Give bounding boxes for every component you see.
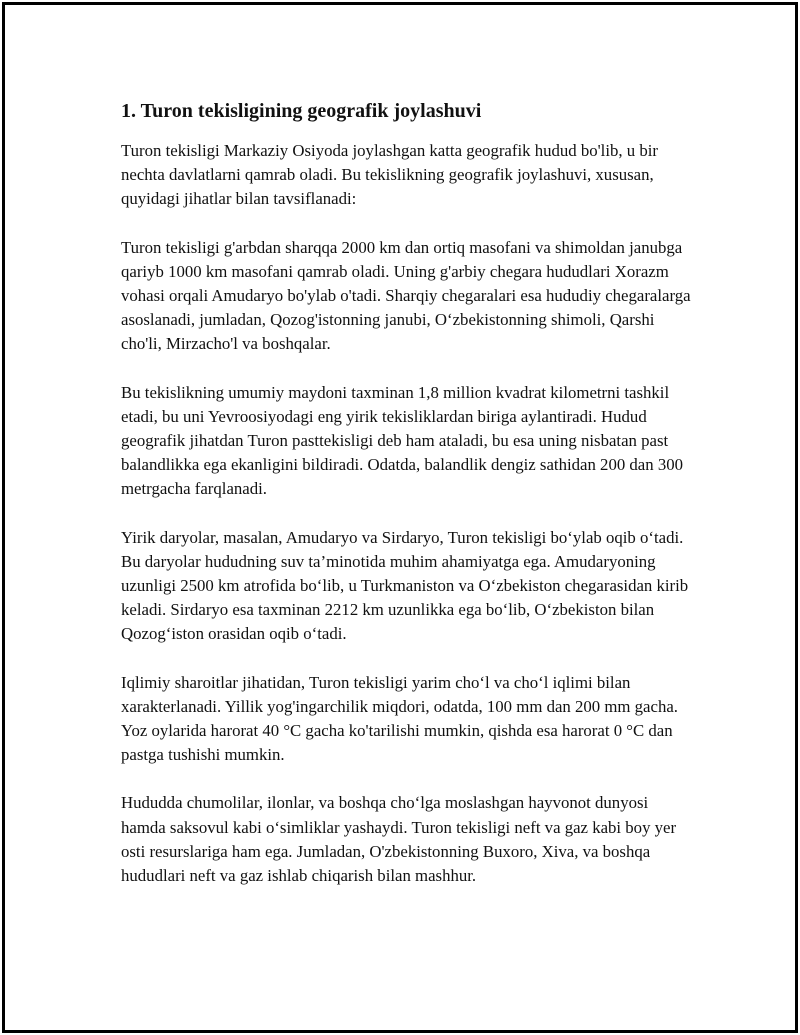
- section-heading: 1. Turon tekisligining geografik joylashuvi: [121, 100, 482, 122]
- paragraph-fauna-resources: Hududda chumolilar, ilonlar, va boshqa cho‘lga moslashgan hayvonot dunyosi hamda saksovul kabi o‘simliklar yashaydi. Turon tekisligi neft va gaz kabi boy yer osti resurslariga ham ega. Jumladan, O'zbekistonning Buxoro, Xiva, va boshqa hududlari neft va gaz ishlab chiqarish bilan mashhur.: [121, 793, 677, 886]
- document-body: [121, 97, 691, 912]
- paragraph-area: Bu tekislikning umumiy maydoni taxminan 1,8 million kvadrat kilometrni tashkil etadi, bu uni Yevroosiyodagi eng yirik tekisliklardan biriga aylantiradi. Hudud geografik jihatdan Turon pasttekisligi deb ham ataladi, bu esa uning nisbatan past balandlikka ega ekanligini bildiradi. Odatda, balandlik dengiz sathidan 200 dan 300 metrgacha farqlanadi.: [121, 382, 684, 499]
- paragraph-extent: Turon tekisligi g'arbdan sharqqa 2000 km dan ortiq masofani va shimoldan janubga qariyb 1000 km masofani qamrab oladi. Uning g'arbiy chegara hududlari Xorazm vohasi orqali Amudaryo bo'ylab o'tadi. Sharqiy chegaralari esa hududiy chegaralarga asoslanadi, jumladan, Qozog'istonning janubi, O‘zbekistonning shimoli, Qarshi cho'li, Mirzacho'l va boshqalar.: [121, 237, 691, 354]
- paragraph-climate: Iqlimiy sharoitlar jihatidan, Turon tekisligi yarim cho‘l va cho‘l iqlimi bilan xarakterlanadi. Yillik yog'ingarchilik miqdori, odatda, 100 mm dan 200 mm gacha. Yoz oylarida harorat 40 °C gacha ko'tarilishi mumkin, qishda esa harorat 0 °C dan pastga tushishi mumkin.: [121, 672, 678, 765]
- paragraph-intro: Turon tekisligi Markaziy Osiyoda joylashgan katta geografik hudud bo'lib, u bir nechta davlatlarni qamrab oladi. Bu tekislikning geografik joylashuvi, xususan, quyidagi jihatlar bilan tavsiflanadi:: [121, 141, 658, 209]
- page-frame: [2, 2, 798, 1033]
- paragraph-rivers: Yirik daryolar, masalan, Amudaryo va Sirdaryo, Turon tekisligi bo‘ylab oqib o‘tadi. Bu daryolar hududning suv ta’minotida muhim ahamiyatga ega. Amudaryoning uzunligi 2500 km atrofida bo‘lib, u Turkmaniston va O‘zbekiston chegarasidan kirib keladi. Sirdaryo esa taxminan 2212 km uzunlikka ega bo‘lib, O‘zbekiston bilan Qozog‘iston orasidan oqib o‘tadi.: [121, 527, 689, 644]
